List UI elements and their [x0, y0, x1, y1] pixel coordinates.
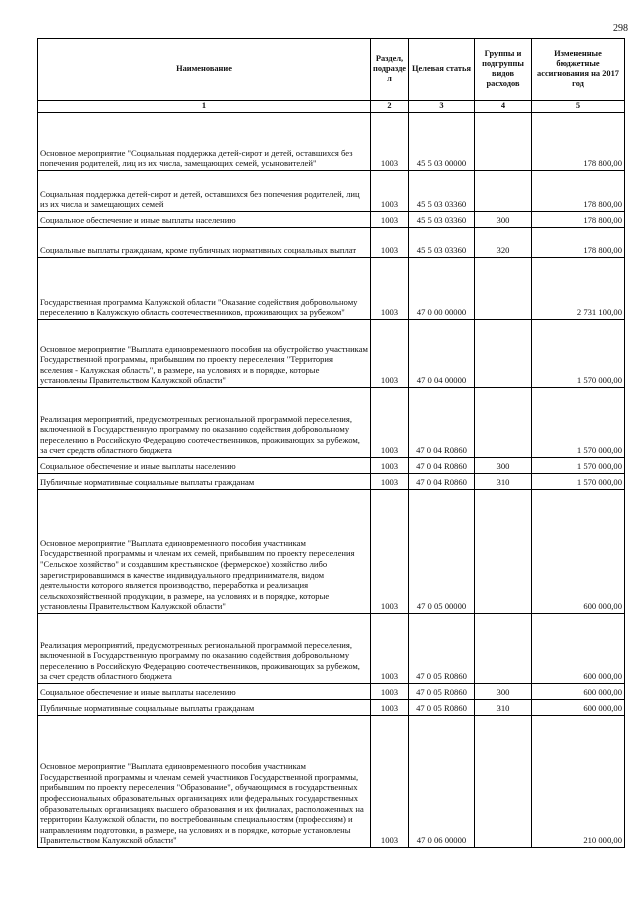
- row-target: 47 0 05 R0860: [409, 614, 475, 684]
- table-row: [38, 171, 625, 212]
- row-amount: 600 000,00: [532, 684, 625, 700]
- table-row: [38, 684, 625, 700]
- row-target: 47 0 04 00000: [409, 320, 475, 388]
- table-row: [38, 716, 625, 848]
- budget-table: [37, 38, 625, 848]
- row-amount: 2 731 100,00: [532, 258, 625, 320]
- column-number: 4: [475, 101, 532, 113]
- row-group: 320: [475, 228, 532, 258]
- row-target: 47 0 06 00000: [409, 716, 475, 848]
- row-target: 45 5 03 00000: [409, 113, 475, 171]
- row-amount: 1 570 000,00: [532, 458, 625, 474]
- row-group: 300: [475, 212, 532, 228]
- table-row: [38, 474, 625, 490]
- row-amount: 600 000,00: [532, 614, 625, 684]
- row-name: Публичные нормативные социальные выплаты гражданам: [38, 474, 371, 490]
- row-section: 1003: [371, 716, 409, 848]
- row-group: [475, 113, 532, 171]
- row-section: 1003: [371, 474, 409, 490]
- column-number: 3: [409, 101, 475, 113]
- row-target: 47 0 05 R0860: [409, 700, 475, 716]
- table-row: [38, 614, 625, 684]
- column-number: 5: [532, 101, 625, 113]
- row-amount: 600 000,00: [532, 490, 625, 614]
- column-number: 1: [38, 101, 371, 113]
- row-name: Основное мероприятие "Выплата единовременного пособия участникам Государственной программы и членам семей участников Государственной программы, прибывшим по проекту переселения "Образование", обучающимся в государственных профессиональных образовательных организациях или федеральных государственных образовательных организациях высшего образования и их филиалах, расположенных на территории Калужской области, по востребованным специальностям (профессиям) и направлениям подготовки, в размере, на условиях и в порядке, которые установлены Правительством Калужской области": [38, 716, 371, 848]
- row-group: 310: [475, 474, 532, 490]
- table-row: [38, 113, 625, 171]
- header-row: [38, 39, 625, 101]
- row-name: Реализация мероприятий, предусмотренных региональной программой переселения, включенной в Государственную программу по оказанию содействия добровольному переселению в Российскую Федерацию соотечественников, проживающих за рубежом, за счет средств областного бюджета: [38, 614, 371, 684]
- row-name: Основное мероприятие "Социальная поддержка детей-сирот и детей, оставшихся без попечения родителей, лиц из их числа, замещающих семей, усыновителей": [38, 113, 371, 171]
- row-name: Публичные нормативные социальные выплаты гражданам: [38, 700, 371, 716]
- table-row: [38, 700, 625, 716]
- row-name: Социальная поддержка детей-сирот и детей, оставшихся без попечения родителей, лиц из их числа и замещающих семей: [38, 171, 371, 212]
- header-name: Наименование: [38, 39, 371, 101]
- row-target: 47 0 05 00000: [409, 490, 475, 614]
- header-amount: Измененные бюджетные ассигнования на 2017 год: [532, 39, 625, 101]
- row-group: 300: [475, 458, 532, 474]
- row-amount: 210 000,00: [532, 716, 625, 848]
- row-name: Основное мероприятие "Выплата единовременного пособия участникам Государственной программы и членам их семей, прибывшим по проекту переселения "Сельское хозяйство" и создавшим крестьянское (фермерское) хозяйство либо зарегистрировавшимся в качестве индивидуального предпринимателя, видом деятельности которого является производство, переработка и реализация сельскохозяйственной продукции, в размере, на условиях и в порядке, которые установлены Правительством Калужской области": [38, 490, 371, 614]
- row-name: Социальные выплаты гражданам, кроме публичных нормативных социальных выплат: [38, 228, 371, 258]
- row-name: Основное мероприятие "Выплата единовременного пособия на обустройство участникам Государственной программы, прибывшим по проекту переселения "Территория вселения - Калужская область", в размере, на условиях и в порядке, которые установлены Правительством Калужской области": [38, 320, 371, 388]
- row-target: 45 5 03 03360: [409, 228, 475, 258]
- row-target: 47 0 04 R0860: [409, 474, 475, 490]
- row-group: [475, 171, 532, 212]
- row-section: 1003: [371, 458, 409, 474]
- row-section: 1003: [371, 700, 409, 716]
- row-name: Социальное обеспечение и иные выплаты населению: [38, 212, 371, 228]
- row-group: [475, 716, 532, 848]
- row-section: 1003: [371, 212, 409, 228]
- row-amount: 1 570 000,00: [532, 474, 625, 490]
- row-group: [475, 320, 532, 388]
- row-amount: 1 570 000,00: [532, 320, 625, 388]
- row-section: 1003: [371, 320, 409, 388]
- page-number: 298: [613, 23, 628, 34]
- row-section: 1003: [371, 228, 409, 258]
- row-section: 1003: [371, 490, 409, 614]
- row-name: Реализация мероприятий, предусмотренных региональной программой переселения, включенной в Государственную программу по оказанию содействия добровольному переселению в Российскую Федерацию соотечественников, проживающих за рубежом, за счет средств областного бюджета: [38, 388, 371, 458]
- row-group: [475, 258, 532, 320]
- table-row: [38, 388, 625, 458]
- header-target: Целевая статья: [409, 39, 475, 101]
- column-number-row: [38, 101, 625, 113]
- table-row: [38, 258, 625, 320]
- row-group: 310: [475, 700, 532, 716]
- row-name: Социальное обеспечение и иные выплаты населению: [38, 684, 371, 700]
- table-row: [38, 228, 625, 258]
- table-row: [38, 490, 625, 614]
- table-row: [38, 458, 625, 474]
- row-name: Государственная программа Калужской области "Оказание содействия добровольному переселению в Калужскую область соотечественников, проживающих за рубежом": [38, 258, 371, 320]
- row-section: 1003: [371, 258, 409, 320]
- row-section: 1003: [371, 171, 409, 212]
- row-name: Социальное обеспечение и иные выплаты населению: [38, 458, 371, 474]
- header-groups: Группы и подгруппы видов расходов: [475, 39, 532, 101]
- row-amount: 178 800,00: [532, 171, 625, 212]
- table-row: [38, 212, 625, 228]
- row-target: 45 5 03 03360: [409, 212, 475, 228]
- row-section: 1003: [371, 684, 409, 700]
- row-target: 47 0 05 R0860: [409, 684, 475, 700]
- row-section: 1003: [371, 113, 409, 171]
- row-section: 1003: [371, 614, 409, 684]
- row-amount: 600 000,00: [532, 700, 625, 716]
- row-amount: 178 800,00: [532, 113, 625, 171]
- row-group: [475, 490, 532, 614]
- row-group: [475, 614, 532, 684]
- row-target: 47 0 00 00000: [409, 258, 475, 320]
- row-target: 47 0 04 R0860: [409, 388, 475, 458]
- column-number: 2: [371, 101, 409, 113]
- row-amount: 1 570 000,00: [532, 388, 625, 458]
- table-row: [38, 320, 625, 388]
- row-group: 300: [475, 684, 532, 700]
- row-group: [475, 388, 532, 458]
- row-target: 45 5 03 03360: [409, 171, 475, 212]
- row-amount: 178 800,00: [532, 228, 625, 258]
- row-section: 1003: [371, 388, 409, 458]
- row-amount: 178 800,00: [532, 212, 625, 228]
- row-target: 47 0 04 R0860: [409, 458, 475, 474]
- header-section: Раздел, подразде л: [371, 39, 409, 101]
